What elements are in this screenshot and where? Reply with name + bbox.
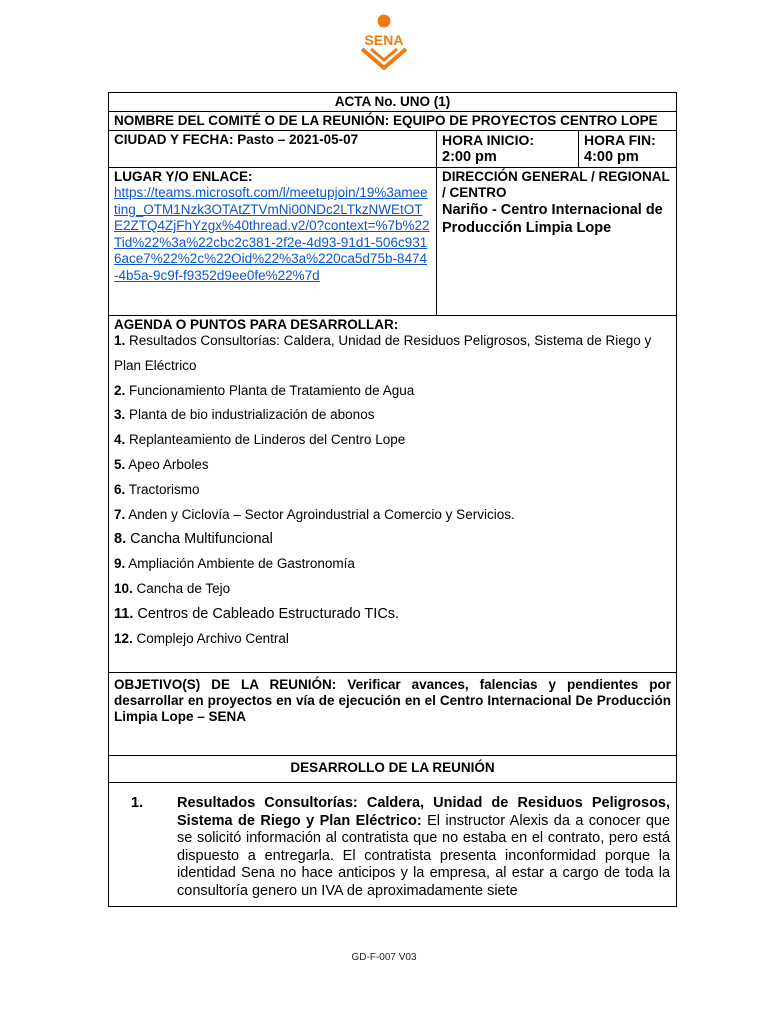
desarrollo-item-text: El instructor Alexis da a conocer que se solicitó información al contratista que no estaba en el contrato, pero está dispuesto a entregarla. El contratista presenta inconformidad porque la identidad Sena no hace anticipos y la empresa, al estar a cargo de toda la consultoría genero un IVA de aproximadamente siete bbox=[177, 812, 671, 899]
hora-inicio-value: 2:00 pm bbox=[442, 149, 497, 165]
objetivo-label: OBJETIVO(S) DE LA REUNIÓN: bbox=[114, 677, 337, 692]
fecha-value: Pasto – 2021-05-07 bbox=[237, 132, 359, 147]
comite-cell bbox=[109, 112, 677, 131]
hora-inicio-cell bbox=[437, 131, 579, 168]
agenda-item: 4. Replanteamiento de Linderos del Centro Lope bbox=[114, 432, 406, 448]
comite-label: NOMBRE DEL COMITÉ O DE LA REUNIÓN: bbox=[114, 113, 390, 128]
objetivo-cell bbox=[109, 673, 677, 756]
hora-fin-cell bbox=[579, 131, 677, 168]
lugar-label: LUGAR Y/O ENLACE: bbox=[114, 169, 253, 184]
sena-logo bbox=[354, 12, 414, 70]
agenda-item: 7. Anden y Ciclovía – Sector Agroindustrial a Comercio y Servicios. bbox=[114, 506, 515, 522]
desarrollo-item-num: 1. bbox=[131, 795, 144, 811]
agenda-list bbox=[114, 329, 671, 651]
direccion-cell bbox=[437, 168, 677, 316]
hora-inicio-label: HORA INICIO: bbox=[442, 132, 535, 148]
desarrollo-item bbox=[109, 783, 676, 900]
agenda-item: 3. Planta de bio industrialización de abonos bbox=[114, 407, 375, 423]
svg-text:SENA: SENA bbox=[364, 32, 404, 48]
agenda-item: 12. Complejo Archivo Central bbox=[114, 630, 289, 646]
agenda-cell bbox=[109, 316, 677, 673]
desarrollo-item-title: Resultados Consultorías: Caldera, Unidad de Residuos Peligrosos, Sistema de Riego y Plan Eléctrico: bbox=[177, 795, 671, 829]
footer-code: GD-F-007 V03 bbox=[351, 952, 417, 963]
agenda-item: 5. Apeo Arboles bbox=[114, 456, 209, 472]
meeting-link[interactable]: https://teams.microsoft.com/l/meetupjoin/19%3ameeting_OTM1Nzk3OTAtZTVmNi00NDc2LTkzNWEtOTE2ZTQ4ZjFhYzgx%40thread.v2/0?context=%7b%22Tid%22%3a%22cbc2c381-2f2e-4d93-91d1-506c9316ace7%22%2c%22Oid%22%3a%220ca5d75b-8474-4b5a-9c9f-f9352d9ee0fe%22%7d bbox=[114, 185, 430, 283]
fecha-label: CIUDAD Y FECHA: bbox=[114, 132, 234, 147]
objetivo-value: Verificar avances, falencias y pendientes por desarrollar en proyectos en vía de ejecución en el Centro Internacional De Producción Limpia Lope – SENA bbox=[114, 677, 672, 724]
agenda-item: 11. Centros de Cableado Estructurado TICs. bbox=[114, 605, 400, 622]
agenda-item: 10. Cancha de Tejo bbox=[114, 580, 231, 596]
agenda-item: 9. Ampliación Ambiente de Gastronomía bbox=[114, 556, 355, 572]
agenda-item: 2. Funcionamiento Planta de Tratamiento de Agua bbox=[114, 382, 415, 398]
lugar-cell bbox=[109, 168, 437, 316]
direccion-value: Nariño - Centro Internacional de Producción Limpia Lope bbox=[442, 202, 663, 236]
acta-title: ACTA No. UNO (1) bbox=[109, 93, 677, 112]
direccion-label: DIRECCIÓN GENERAL / REGIONAL / CENTRO bbox=[442, 169, 670, 200]
agenda-label: AGENDA O PUNTOS PARA DESARROLLAR: bbox=[114, 317, 399, 332]
hora-fin-label: HORA FIN: bbox=[584, 132, 656, 148]
comite-value: EQUIPO DE PROYECTOS CENTRO LOPE bbox=[393, 113, 658, 128]
fecha-cell bbox=[109, 131, 437, 168]
desarrollo-cell bbox=[109, 783, 677, 907]
agenda-item: 8. Cancha Multifuncional bbox=[114, 531, 273, 548]
hora-fin-value: 4:00 pm bbox=[584, 149, 639, 165]
agenda-item: 1. Resultados Consultorías: Caldera, Unidad de Residuos Peligrosos, Sistema de Riego y Plan Eléctrico bbox=[114, 333, 652, 373]
desarrollo-item-body bbox=[177, 795, 670, 900]
acta-table bbox=[108, 92, 677, 907]
desarrollo-title: DESARROLLO DE LA REUNIÓN bbox=[109, 756, 677, 783]
agenda-item: 6. Tractorismo bbox=[114, 481, 200, 497]
